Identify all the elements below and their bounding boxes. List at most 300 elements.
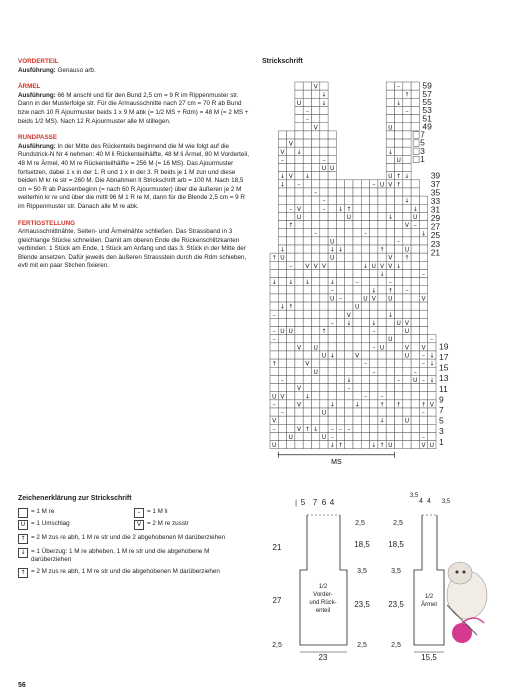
chart-symbol: U (280, 328, 285, 336)
body-label: und Rück- (309, 600, 337, 606)
chart-cell (411, 384, 419, 392)
chart-cell (353, 229, 361, 237)
chart-symbol: ↓ (379, 417, 385, 425)
chart-cell (345, 432, 353, 440)
chart-cell (395, 188, 403, 196)
chart-symbol: V (429, 401, 434, 409)
chart-cell (336, 196, 344, 204)
chart-cell (278, 294, 286, 302)
chart-cell (312, 106, 320, 114)
chart-cell (345, 278, 353, 286)
chart-symbol: ↓ (329, 246, 335, 254)
chart-cell (278, 335, 286, 343)
chart-symbol: V (313, 262, 318, 270)
chart-cell (395, 343, 403, 351)
chart-symbol: – (388, 279, 392, 287)
chart-symbol: V (288, 140, 293, 148)
chart-cell (270, 408, 278, 416)
legend-item (18, 568, 250, 578)
chart-cell (395, 384, 403, 392)
chart-symbol: V (388, 262, 393, 270)
chart-cell (353, 424, 361, 432)
chart-cell (328, 310, 336, 318)
chart-cell (395, 335, 403, 343)
chart-cell (361, 269, 369, 277)
chart-cell (403, 294, 411, 302)
chart-cell (287, 359, 295, 367)
chart-cell (312, 441, 320, 449)
chart-symbol: ↑ (404, 91, 410, 99)
sleeve-outline (414, 515, 444, 645)
legend-symbol: V (134, 520, 144, 530)
chart-cell (353, 221, 361, 229)
chart-cell (287, 237, 295, 245)
chart-symbol: V (421, 344, 426, 352)
chart-cell (395, 115, 403, 123)
chart-cell (386, 229, 394, 237)
chart-cell (328, 172, 336, 180)
chart-cell (328, 335, 336, 343)
chart-cell (361, 188, 369, 196)
chart-cell (386, 375, 394, 383)
chart-cell (386, 90, 394, 98)
chart-cell (287, 188, 295, 196)
chart-cell (287, 400, 295, 408)
chart-cell (378, 424, 386, 432)
body-top-number: 6 (321, 498, 327, 507)
chart-cell (303, 400, 311, 408)
chart-cell (278, 432, 286, 440)
chart-symbol: ↓ (387, 311, 393, 319)
row-number: 21 (430, 247, 441, 258)
chart-cell (312, 302, 320, 310)
chart-cell (270, 384, 278, 392)
chart-cell (320, 229, 328, 237)
legend-item (18, 548, 250, 564)
chart-cell (303, 204, 311, 212)
chart-cell (295, 278, 303, 286)
chart-cell (403, 335, 411, 343)
chart-cell (328, 180, 336, 188)
chart-cell (403, 375, 411, 383)
chart-cell (295, 245, 303, 253)
chart-cell (303, 196, 311, 204)
chart-cell (328, 229, 336, 237)
chart-cell (336, 351, 344, 359)
chart-cell (386, 98, 394, 106)
chart-cell (345, 229, 353, 237)
chart-cell (336, 212, 344, 220)
body-top-number: 4 (329, 498, 335, 507)
chart-symbol: V (379, 262, 385, 270)
chart-cell (287, 155, 295, 163)
chart-symbol: U (379, 181, 385, 189)
chart-cell (320, 286, 328, 294)
chart-symbol: – (422, 409, 426, 417)
sheep-head (448, 562, 472, 584)
chart-cell (320, 310, 328, 318)
chart-symbol: V (371, 295, 376, 303)
chart-symbol: – (422, 360, 426, 368)
chart-cell (303, 90, 311, 98)
chart-cell (386, 196, 394, 204)
chart-cell (353, 269, 361, 277)
chart-cell (278, 188, 286, 196)
chart-cell (403, 139, 411, 147)
chart-cell (353, 408, 361, 416)
chart-cell (403, 302, 411, 310)
chart-symbol: ↓ (279, 246, 285, 254)
chart-cell (419, 261, 427, 269)
legend-item (18, 534, 250, 544)
chart-cell (345, 188, 353, 196)
chart-cell (295, 441, 303, 449)
chart-cell (345, 392, 353, 400)
chart-cell (295, 327, 303, 335)
legend-item (18, 508, 134, 518)
chart-cell (395, 286, 403, 294)
body-dim: 21 (272, 543, 282, 552)
chart-cell (328, 196, 336, 204)
chart-cell (303, 139, 311, 147)
chart-symbol: U (388, 442, 393, 450)
row-number: 13 (439, 373, 449, 384)
chart-symbol: ↓ (304, 279, 310, 287)
chart-cell (278, 261, 286, 269)
chart-symbol: ↓ (346, 376, 352, 384)
chart-cell (419, 384, 427, 392)
chart-cell (295, 351, 303, 359)
chart-cell (370, 359, 378, 367)
chart-cell (403, 278, 411, 286)
chart-cell (378, 367, 386, 375)
chart-cell (395, 204, 403, 212)
chart-cell (312, 278, 320, 286)
chart-symbol: U (321, 352, 327, 360)
chart-symbol: V (280, 148, 285, 156)
chart-cell (312, 318, 320, 326)
chart-symbol: ↓ (379, 271, 385, 278)
chart-symbol: – (372, 181, 376, 189)
chart-cell (312, 115, 320, 123)
chart-symbol: U (330, 254, 335, 262)
chart-cell (403, 359, 411, 367)
chart-cell (395, 416, 403, 424)
pattern-schematic (262, 485, 502, 670)
chart-cell (320, 221, 328, 229)
chart-cell (312, 98, 320, 106)
chart-cell (428, 408, 436, 416)
chart-cell (270, 351, 278, 359)
chart-symbol: – (330, 319, 334, 327)
chart-cell (428, 343, 436, 351)
chart-cell (361, 204, 369, 212)
chart-symbol: V (305, 262, 310, 270)
chart-cell (295, 131, 303, 139)
chart-symbol: – (413, 368, 417, 376)
chart-cell (411, 343, 419, 351)
chart-cell (312, 294, 320, 302)
chart-symbol: V (313, 124, 318, 132)
chart-cell (278, 237, 286, 245)
chart-cell (312, 432, 320, 440)
chart-cell (370, 400, 378, 408)
row-number: 7 (420, 129, 425, 140)
body-dim: 27 (272, 596, 282, 605)
chart-cell (328, 204, 336, 212)
chart-cell (270, 367, 278, 375)
ms-label: MS (331, 458, 342, 465)
row-number: 39 (430, 170, 441, 181)
chart-cell (278, 416, 286, 424)
chart-symbol: U (413, 376, 418, 384)
chart-cell (403, 441, 411, 449)
chart-cell (278, 359, 286, 367)
chart-symbol: U (404, 417, 410, 425)
chart-cell (287, 164, 295, 172)
chart-cell (411, 351, 419, 359)
chart-cell (361, 237, 369, 245)
chart-symbol: ↑ (404, 254, 410, 262)
chart-cell (419, 253, 427, 261)
chart-cell (336, 335, 344, 343)
chart-symbol: U (404, 246, 410, 254)
chart-cell (411, 82, 419, 90)
chart-cell (403, 269, 411, 277)
chart-cell (361, 432, 369, 440)
chart-cell (345, 221, 353, 229)
chart-cell (403, 384, 411, 392)
chart-cell (370, 384, 378, 392)
chart-cell (320, 115, 328, 123)
chart-cell (411, 237, 419, 245)
row-number: 59 (422, 80, 432, 91)
sleeve-width: 15,5 (421, 653, 437, 662)
sleeve-label: Ärmel (421, 602, 437, 608)
chart-cell (428, 392, 436, 400)
section-title: FERTIGSTELLUNG (18, 219, 76, 227)
chart-symbol: V (313, 83, 318, 91)
chart-cell (378, 351, 386, 359)
chart-symbol: – (289, 205, 293, 213)
chart-cell (295, 261, 303, 269)
row-number-box (413, 132, 419, 139)
chart-cell (386, 351, 394, 359)
chart-symbol: ↓ (321, 91, 327, 99)
row-number-box (413, 156, 419, 163)
chart-cell (295, 221, 303, 229)
chart-symbol: U (388, 124, 393, 132)
chart-cell (386, 204, 394, 212)
chart-cell (403, 237, 411, 245)
chart-cell (278, 310, 286, 318)
chart-cell (403, 123, 411, 131)
chart-cell (320, 123, 328, 131)
chart-cell (295, 302, 303, 310)
chart-cell (336, 253, 344, 261)
chart-cell (361, 408, 369, 416)
legend-item (134, 520, 250, 530)
chart-cell (403, 131, 411, 139)
chart-symbol: V (388, 181, 393, 189)
chart-symbol: – (413, 222, 417, 230)
chart-symbol: V (421, 295, 426, 303)
body-top-number: 7 (312, 498, 318, 507)
chart-cell (403, 424, 411, 432)
chart-cell (303, 367, 311, 375)
chart-cell (353, 392, 361, 400)
chart-cell (336, 302, 344, 310)
row-number: 3 (439, 426, 444, 437)
chart-cell (270, 261, 278, 269)
chart-cell (295, 172, 303, 180)
chart-cell (328, 408, 336, 416)
chart-symbol: ↑ (321, 328, 327, 336)
legend-label: = 2 M re zusstr (147, 520, 189, 527)
chart-cell (370, 196, 378, 204)
sleeve-dim: 18,5 (388, 540, 404, 549)
chart-cell (361, 343, 369, 351)
chart-cell (345, 269, 353, 277)
chart-symbol: – (289, 262, 293, 270)
chart-cell (303, 147, 311, 155)
chart-cell (336, 318, 344, 326)
chart-cell (428, 367, 436, 375)
chart-cell (428, 384, 436, 392)
chart-cell (287, 147, 295, 155)
chart-cell (312, 269, 320, 277)
chart-cell (320, 212, 328, 220)
chart-cell (336, 400, 344, 408)
chart-cell (411, 416, 419, 424)
chart-symbol: V (404, 319, 410, 327)
row-number-box (413, 148, 419, 155)
chart-symbol: U (379, 344, 385, 352)
chart-cell (395, 278, 403, 286)
chart-cell (312, 131, 320, 139)
chart-symbol: – (314, 230, 318, 238)
chart-cell (303, 375, 311, 383)
chart-cell (378, 384, 386, 392)
chart-cell (419, 310, 427, 318)
chart-cell (295, 123, 303, 131)
chart-symbol: – (422, 352, 426, 360)
chart-cell (287, 269, 295, 277)
chart-cell (312, 147, 320, 155)
body-dim: 2,5 (272, 642, 282, 649)
chart-cell (353, 286, 361, 294)
chart-cell (287, 351, 295, 359)
chart-cell (395, 139, 403, 147)
chart-symbol: U (346, 213, 352, 221)
chart-cell (386, 400, 394, 408)
chart-symbol: – (280, 156, 284, 164)
chart-cell (370, 375, 378, 383)
chart-symbol: ↓ (279, 173, 285, 181)
chart-cell (345, 367, 353, 375)
chart-cell (378, 229, 386, 237)
chart-cell (336, 261, 344, 269)
chart-symbol: ↓ (279, 303, 285, 311)
chart-cell (312, 90, 320, 98)
chart-cell (378, 327, 386, 335)
chart-symbol: V (296, 205, 302, 213)
chart-cell (328, 302, 336, 310)
legend-item (18, 520, 134, 530)
chart-symbol: ↓ (321, 99, 327, 107)
row-number: 37 (430, 178, 441, 189)
chart-cell (395, 245, 403, 253)
chart-cell (403, 310, 411, 318)
chart-cell (386, 432, 394, 440)
chart-cell (303, 294, 311, 302)
chart-cell (295, 318, 303, 326)
chart-title: Strickschrift (262, 58, 303, 65)
chart-symbol: ↑ (396, 173, 402, 181)
chart-cell (395, 221, 403, 229)
chart-cell (386, 188, 394, 196)
chart-cell (287, 375, 295, 383)
chart-cell (386, 384, 394, 392)
chart-cell (295, 375, 303, 383)
chart-cell (411, 441, 419, 449)
chart-cell (386, 343, 394, 351)
legend-symbol: ↑ (18, 534, 28, 544)
chart-cell (320, 131, 328, 139)
chart-symbol: – (363, 360, 367, 368)
chart-symbol: ↓ (329, 352, 335, 360)
section-body: Armausschnittnähte, Seiten- und Ärmelnähte schließen. Das Strassband in 3 gleichlange Stücke schneiden. Damit am oberen Ende die Rückenschlitzkanten verbinden: 1 Stück am Ende, 1 Stück am Anfang und das 3. Stück in der Mitte der Blende ansetzen. Dafür jeweils den äußeren Strassstein durch die Rdm schieben, evtl mit ein paar Stichen fixieren. (18, 228, 247, 270)
chart-symbol: ↓ (371, 287, 377, 295)
chart-cell (295, 294, 303, 302)
body-label: 1/2 (318, 584, 328, 590)
chart-cell (353, 367, 361, 375)
sleeve-dim: 2,5 (393, 520, 403, 527)
chart-symbol: – (330, 287, 334, 295)
chart-cell (270, 269, 278, 277)
chart-cell (378, 310, 386, 318)
chart-cell (395, 408, 403, 416)
chart-cell (419, 237, 427, 245)
chart-cell (303, 335, 311, 343)
chart-cell (403, 155, 411, 163)
chart-cell (419, 424, 427, 432)
chart-cell (361, 278, 369, 286)
chart-cell (312, 400, 320, 408)
chart-symbol: – (322, 156, 326, 164)
chart-symbol: V (346, 311, 351, 319)
section-title: VORDERTEIL (18, 58, 59, 65)
chart-cell (336, 359, 344, 367)
chart-cell (353, 294, 361, 302)
row-number: 7 (439, 405, 444, 416)
chart-cell (320, 367, 328, 375)
chart-symbol: ↓ (354, 401, 360, 409)
chart-cell (336, 229, 344, 237)
chart-cell (287, 441, 295, 449)
chart-cell (353, 245, 361, 253)
chart-cell (287, 392, 295, 400)
chart-symbol: ↓ (396, 262, 402, 270)
chart-symbol: U (388, 173, 393, 181)
chart-cell (361, 318, 369, 326)
chart-cell (312, 286, 320, 294)
chart-cell (395, 147, 403, 155)
chart-cell (345, 351, 353, 359)
chart-symbol: – (397, 376, 401, 384)
body-dim: 2,5 (355, 520, 365, 527)
chart-symbol: U (271, 393, 277, 401)
